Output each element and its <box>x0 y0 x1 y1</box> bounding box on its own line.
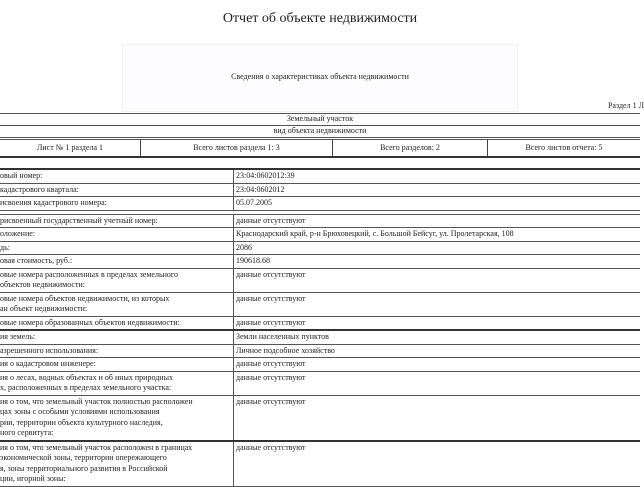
table-row <box>0 330 640 344</box>
divider <box>0 156 640 158</box>
field-label: рисвоенный государственный учетный номер: <box>0 214 234 228</box>
field-value: 05.07.2005 <box>234 197 641 211</box>
section-label: Раздел 1 Л <box>607 101 644 110</box>
field-value: Краснодарский край, р-н Брюховецкий, с. Большой Бейсуг, ул. Пролетарская, 108 <box>234 228 641 242</box>
object-type: Земельный участок <box>286 114 354 123</box>
field-value: данные отсутствуют <box>234 292 641 316</box>
property-table <box>0 168 640 487</box>
report-sheets-total: Всего листов отчета: 5 <box>525 143 603 152</box>
object-type-caption: вид объекта недвижимости <box>273 126 367 135</box>
field-value: данные отсутствуют <box>234 268 641 292</box>
field-value: данные отсутствуют <box>234 395 641 441</box>
section-sheets-total: Всего листов раздела 1: 3 <box>141 140 333 156</box>
table-row <box>0 241 640 255</box>
field-label: исвоения кадастрового номера: <box>0 197 234 211</box>
field-value: данные отсутствуют <box>234 441 641 487</box>
field-value: данные отсутствуют <box>234 358 641 372</box>
table-row <box>0 441 640 487</box>
table-row <box>0 197 640 211</box>
field-label: ия о кадастровом инженере: <box>0 358 234 372</box>
field-label: кадастрового квартала: <box>0 183 234 197</box>
field-label: ия о том, что земельный участок расположен в границах экономической зоны, территории опережающего я, зоны территориального развития в Российской ции, игорной зоны: <box>0 441 234 487</box>
field-value: данные отсутствуют <box>234 371 641 395</box>
table-row <box>0 214 640 228</box>
field-label: овый номер: <box>0 169 234 183</box>
table-row <box>0 255 640 269</box>
field-value: данные отсутствуют <box>234 214 641 228</box>
field-label: азрешенного использования: <box>0 344 234 358</box>
field-value: данные отсутствуют <box>234 316 641 330</box>
sheet-number: Лист № 1 раздела 1 <box>0 140 141 156</box>
table-row <box>0 358 640 372</box>
table-row <box>0 371 640 395</box>
field-value: 190618.68 <box>234 255 641 269</box>
field-label: оложение: <box>0 228 234 242</box>
field-label: овые номера расположенных в пределах земельного объектов недвижимости: <box>0 268 234 292</box>
page-subtitle: Сведения о характеристиках объекта недвижимости <box>231 72 409 81</box>
field-label: овые номера объектов недвижимости, из которых ан объект недвижимости: <box>0 292 234 316</box>
divider <box>0 137 640 138</box>
field-value: 23:04:0602012 <box>234 183 641 197</box>
table-row <box>0 268 640 292</box>
field-value: Земли населенных пунктов <box>234 330 641 344</box>
table-row <box>0 316 640 330</box>
sections-total: Всего разделов: 2 <box>333 140 488 156</box>
table-row <box>0 292 640 316</box>
table-row <box>0 395 640 441</box>
page-title: Отчет об объекте недвижимости <box>222 11 418 26</box>
field-label: ия о том, что земельный участок полностью расположен цах зоны с особыми условиями использования рии, территории объекта культурного наследия, ного сервитута: <box>0 395 234 441</box>
field-label: овая стоимость, руб.: <box>0 255 234 269</box>
field-label: дь: <box>0 241 234 255</box>
field-value: 2086 <box>234 241 641 255</box>
table-row <box>0 228 640 242</box>
field-label: ия земель: <box>0 330 234 344</box>
field-value: Личное подсобное хозяйство <box>234 344 641 358</box>
table-row <box>0 183 640 197</box>
field-label: овые номера образованных объектов недвижимости: <box>0 316 234 330</box>
table-row <box>0 169 640 183</box>
field-label: ия о лесах, водных объектах и об иных природных х, расположенных в пределах земельного участка: <box>0 371 234 395</box>
table-row <box>0 344 640 358</box>
field-value: 23:04:0602012:39 <box>234 169 641 183</box>
